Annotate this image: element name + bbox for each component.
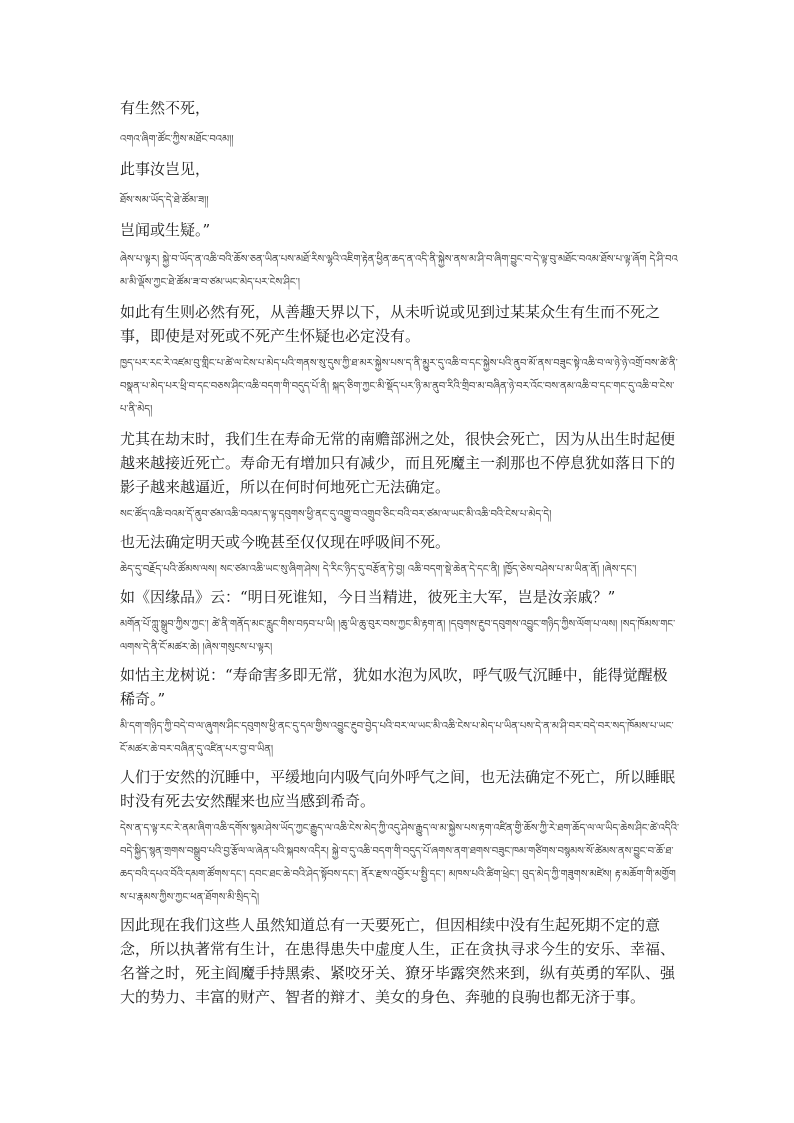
paragraph-bo: ཁྱད་པར་རང་རེ་འཛམ་བུ་གླིང་པ་ཚེ་ལ་ངེས་པ་མེད་པའི་གནས་སུ་དུས་ཀྱི་ཐ་མར་སྐྱེས་པས་ད་ནི་མྱུར་དུ་འཆི་བ་དང་སྐྱེས་པའི་ནུབ་མོ་ནས་བཟུང་སྟེ་འཆི་བ་ལ་ཉེ་ཉེ་འགྲོ་བས་ཚེ་ནི་བསྣན་པ་མེད་པར་ཕྲི་བ་དང་བཅས་ཤིང་འཆི་བདག་གི་བདུད་པོ་ནི། སྐད་ཅིག་ཀྱང་མི་སྡོད་པར་ཉི་མ་ནུབ་རིའི་གྲིབ་མ་བཞིན་ཉེ་བར་འོང་བས་ནམ་འཆི་བ་དང་གང་དུ་འཆི་བ་ངེས་པ་ནི་མེད། xyxy=(120,358,678,415)
paragraph-zh: 尤其在劫末时，我们生在寿命无常的南赡部洲之处，很快会死亡，因为从出生时起便越来越接近死亡。寿命无有增加只有减少，而且死魔主一刹那也不停息犹如落日下的影子越来越逼近，所以在何时何地死亡无法确定。 xyxy=(120,430,676,496)
quote-bo: ཆེད་དུ་བརྗོད་པའི་ཚོམས་ལས། སང་ཙམ་འཆི་ཡང་སུ་ཞིག་ཤེས། དེ་རིང་ཉིད་དུ་བརྩོན་ཏེ་བྱ། འཆི་བདག་སྡེ་ཆེན་དེ་དང་ནི། །ཁྱོད་ཅེས་བཤེས་པ་མ་ཡིན་ནོ། །ཞེས་དང་། xyxy=(120,564,637,575)
verse-line-zh: 岂闻或生疑。” xyxy=(120,221,211,239)
verse-line-zh: 此事汝岂见， xyxy=(120,160,211,178)
verse-line-bo: འགའ་ཞིག་ཚོང་ཀྱིས་མཐོང་བའམ།། xyxy=(120,134,234,145)
quote-bo: མགོན་པོ་ཀླུ་སྒྲུབ་ཀྱིས་ཀྱང་། ཚེ་ནི་གནོད་མང་རླུང་གིས་བཏབ་པ་ཡི། །ཆུ་ཡི་ཆུ་བུར་བས་ཀྱང་མི་རྟག་ན། །དབུགས་རྔུབ་དབུགས་འབྱུང་གཉིད་ཀྱིས་ལོག་པ་ལས། །སད་ཁོམས་གང་ལགས་དེ་ནི་ངོ་མཚར་ཆེ། །ཞེས་གསུངས་པ་ལྟར། xyxy=(120,619,676,653)
paragraph-bo: མི་དག་གཉིད་ཀྱི་བདེ་བ་ལ་ཞུགས་ཤིང་དབུགས་ཕྱི་ནང་དུ་དལ་གྱིས་འབྱུང་རྔུབ་བྱེད་པའི་བར་ལ་ཡང་མི་འཆི་ངེས་པ་མེད་པ་ཡིན་པས་དེ་ན་མ་ཤི་བར་བདེ་བར་སད་ཁོམས་པ་ཡང་ངོ་མཚར་ཆེ་བར་བཞིན་དུ་འཛིན་པར་བྱ་བ་ཡིན། xyxy=(120,721,674,755)
paragraph-bo: དེས་ན་ད་ལྟ་རང་རེ་ནམ་ཞིག་འཆི་དགོས་སྙམ་ཤེས་ཡོད་ཀྱང་རྒྱུད་ལ་འཆི་ངེས་མེད་ཀྱི་འདུ་ཤེས་རྒྱུད་ལ་མ་སྐྱེས་པས་རྟག་འཛིན་གྱི་ཆོས་ཀྱི་རེ་ཐག་ཆོད་ལ་ལ་ཡིད་ཆེས་ཤིང་ཚེ་འདིའི་བདེ་སྐྱིད་སྙན་གྲགས་བསྒྲུབ་པའི་བྱ་རྩོལ་ལ་ཞེན་པའི་སྐབས་འདིར། སྐྱེ་བ་དུ་འཆི་བདག་གི་བདུད་པོ་ཞགས་ནག་ཐགས་བཟུང་ཁམ་གཙིགས་བསྙམས་སོ་ཚེམས་ནས་བྱུང་བ་ཆོ་ཐ་ཆད་བའི་དཔའ་བོའི་དམག་ཚོགས་དང་། དབང་ཐང་ཆེ་བའི་ཤེད་སྟོབས་དང་། ནོར་རྫས་འབྱོར་པ་སྤྱི་དང་། མཁས་པའི་ཚིག་ཕྲེང་། བུད་མེད་ཀྱི་གཟུགས་མཛེས། རྟ་མཆོག་གི་མགྱོགས་པ་རྣམས་ཀྱིས་ཀྱང་ཕན་ཐོགས་མི་སྲིད་དེ། xyxy=(120,823,680,903)
quote-zh: 如《因缘品》云：“明日死谁知，今日当精进，彼死主大军，岂是汝亲戚？” xyxy=(120,588,616,606)
verse-line-zh: 有生然不死， xyxy=(120,99,211,117)
paragraph-bo: སང་ཚོད་འཆི་བའམ་དོ་ནུབ་ཙམ་འཆི་བའམ་ད་ལྟ་དབུགས་ཕྱི་ནང་དུ་འགྱུ་བ་འགྲུབ་ཅིང་བའི་བར་ཙམ་ལ་ཡང་མི་འཆི་བའི་ངེས་པ་མེད་དེ། xyxy=(120,509,552,520)
quote-zh: 如怙主龙树说：“寿命害多即无常，犹如水泡为风吹，呼气吸气沉睡中，能得觉醒极稀奇。” xyxy=(120,666,668,708)
verse-line-bo: ཐོས་སམ་ཡོད་དེ་ཐེ་ཚོམ་ཟ།། xyxy=(120,195,209,206)
paragraph-zh: 如此有生则必然有死，从善趣天界以下，从未听说或见到过某某众生有生而不死之事，即使是对死或不死产生怀疑也必定没有。 xyxy=(120,303,661,345)
document-page xyxy=(120,96,680,1009)
paragraph-zh: 也无法确定明天或今晚甚至仅仅现在呼吸间不死。 xyxy=(120,533,451,551)
paragraph-bo: ཞེས་པ་ལྟར། སྐྱེ་བ་ཡོད་ན་འཆི་བའི་ཆོས་ཅན་ཡིན་པས་མཐོ་རིས་ལྷའི་འཇིག་རྟེན་ཕྱིན་ཆད་ན་འདི་ནི་སྐྱེས་ནས་མ་ཤི་བ་ཞིག་བྱུང་བ་དེ་ལྟ་བུ་མཐོང་བའམ་ཐོས་པ་ལྟ་ཞོག དེ་ཤི་བའམ་མི་ལྡོས་ཀྱང་ཐེ་ཚོམ་ཟ་བ་ཙམ་ཡང་མེད་པར་ངེས་ཤིང་། xyxy=(120,254,678,288)
paragraph-zh: 因此现在我们这些人虽然知道总有一天要死亡，但因相续中没有生起死期不定的意念，所以执著常有生计，在患得患失中虚度人生，正在贪执寻求今生的安乐、幸福、名誉之时，死主阎魔手持黑索、紧咬牙关、獠牙毕露突然来到，纵有英勇的军队、强大的势力、丰富的财产、智者的辩才、美女的身色、奔驰的良驹也都无济于事。 xyxy=(120,916,676,1006)
paragraph-zh: 人们于安然的沉睡中，平缓地向内吸气向外呼气之间，也无法确定不死亡，所以睡眠时没有死去安然醒来也应当感到希奇。 xyxy=(120,768,676,810)
